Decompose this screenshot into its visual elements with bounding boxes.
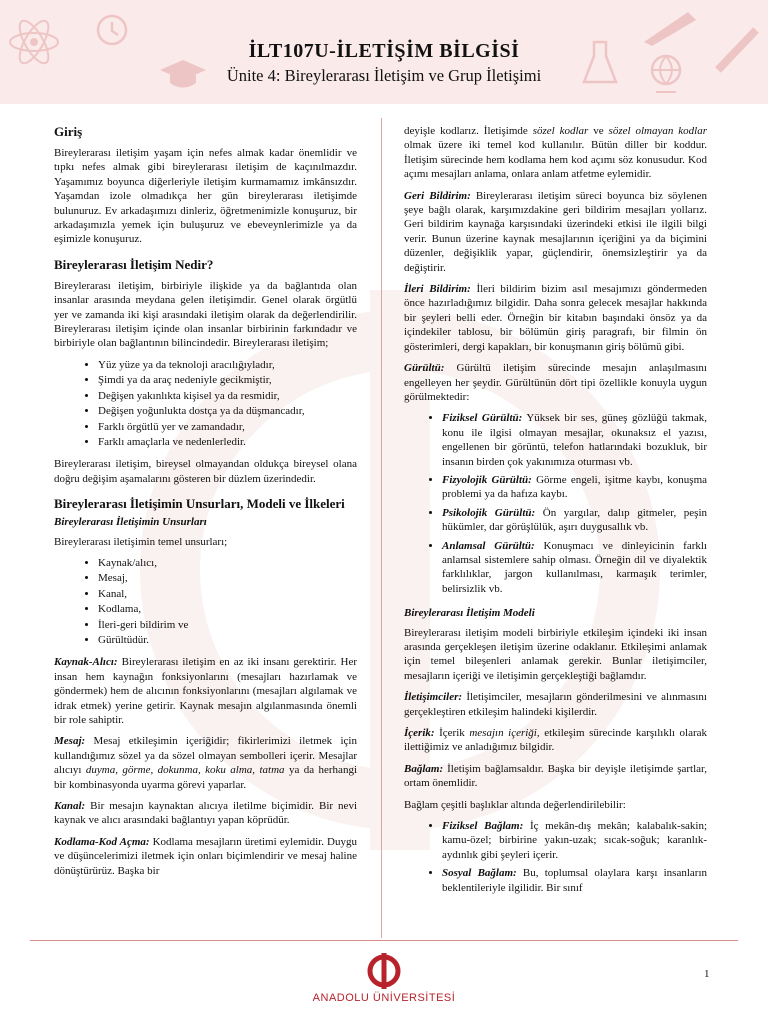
term: Geri Bildirim: [404, 189, 471, 202]
paragraph: Geri Bildirim: Bireylerarası iletişim süreci boyunca biz söylenen şeye bağlı olarak, karşımızdakine geri bildirim mesajları yollarız. Geri bildirim kaynağa karşısındaki üzerindeki etkisi ile ilgili bilgi verir. Bunun üzerine kaynak mesajlarının içeriğini ya da biçimini düzenler, değişiklik yapar, güçlendirir, önemsizleştirir ya da değiştirir. [404, 189, 707, 274]
bullet-list [404, 819, 707, 895]
list-item: • Şimdi ya da araç nedeniyle gecikmiştir, [98, 373, 357, 387]
paragraph: Bağlam çeşitli başlıklar altında değerlendirilebilir: [404, 798, 626, 811]
term: İleri Bildirim: [404, 283, 471, 296]
paragraph: Bireylerarası iletişim, birbiriyle ilişkide ya da bağlantıda olan insanlar arasında meydana gelen iletişimdir. Genel olarak örgütlü yer ve zamanda iki kişi arasındaki iletişim olarak da değerlendirilir. Bireylerarası iletişim içinde olan insanlar birbirinin farkındadır ve birbiriyle olan bağlantının bilincindedir. Bireylerarası iletişim; [54, 279, 357, 350]
list-item: • Kaynak/alıcı, [98, 556, 357, 570]
university-logo [366, 953, 402, 989]
term: Kanal: [54, 800, 86, 813]
term: İletişimciler: [404, 691, 463, 704]
bullet-list [54, 556, 357, 647]
paragraph: Bireylerarası iletişim modeli birbiriyle etkileşim içindeki iki insan arasında gerçekleşen iletişim üzerine odaklanır. Etkileşimi anlamak için temel bileşenleri anlamak gerekir. Bunlar iletişimciler, mesajların içeriği ve iletişimin gerçekleştiği bağlamdır. [404, 626, 707, 682]
section-heading-nedir: Bireylerarası İletişim Nedir? [54, 256, 214, 272]
paragraph: Kanal: Bir mesajın kaynaktan alıcıya iletilme biçimidir. Bir nevi kaynak ve alıcı arasındaki bağlantıyı yapan köprüdür. [54, 800, 357, 827]
list-item: • Psikolojik Gürültü: Ön yargılar, dalıp gitmeler, peşin hükümler, dar görüşlülük, aşırı duygusallık vb. [442, 506, 707, 535]
list-item: • Sosyal Bağlam: Bu, toplumsal olaylara karşı insanların beklentileriyle ilgilidir. Bir sınıf [442, 866, 707, 895]
document-title: İLT107U-İLETİŞİM BİLGİSİ [248, 40, 520, 62]
list-item: • İleri-geri bildirim ve [98, 618, 357, 632]
paragraph: İleri Bildirim: İleri bildirim bizim asıl mesajımızı göndermeden önce hazırladığımız bilgidir. Daha sonra gelecek mesajlar hakkında bir şeyleri belli eder. Örneğin bir kitabın başındaki önsöz ya da içindekiler tablosu, bir bölümün giriş paragrafı, bir filmin ön gösterimleri, dergi kapakları, bir konuşmanın giriş bölümü gibi. [404, 283, 707, 353]
list-item: • Fiziksel Gürültü: Yüksek bir ses, güneş gözlüğü takmak, konu ile ilgisi olmayan mesajlar, okunaksız el yazısı, engellenen bir görüntü, telefon hatlarındaki bozukluk, bir insanın birden çok yakınımıza oturması vb. [442, 411, 707, 469]
list-item: • Değişen yoğunlukta dostça ya da düşmancadır, [98, 404, 357, 418]
term: Kodlama-Kod Açma: [54, 835, 150, 848]
page-number: 1 [704, 968, 710, 980]
left-column [54, 124, 357, 885]
page-header [0, 0, 768, 104]
footer-rule [30, 940, 738, 941]
paragraph: Gürültü: Gürültü iletişim sürecinde mesajın anlaşılmasını engelleyen her şeydir. Gürültünün dört tipi özellikle konuyla uygun görülmektedir: [404, 362, 707, 403]
term: Kaynak-Alıcı: [54, 656, 118, 669]
list-item: • Farklı amaçlarla ve nedenlerledir. [98, 435, 357, 449]
list-item: • Farklı örgütlü yer ve zamandadır, [98, 420, 357, 434]
section-heading-giris: Giriş [54, 124, 83, 139]
bullet-list [404, 411, 707, 596]
list-item: • Kodlama, [98, 602, 357, 616]
paragraph: Mesaj: Mesaj etkileşimin içeriğidir; fikirlerimizi iletmek için kullandığımız sözel ya da sözel olmayan sembolleri içerir. Mesajlar alıcıyı duyma, görme, dokunma, koku alma, tatma ya da herhangi bir kombinasyonda uyarma görevi yaparlar. [54, 735, 357, 791]
bullet-list [54, 358, 357, 449]
list-item: • Fiziksel Bağlam: İç mekân-dış mekân; kalabalık-sakin; kamu-özel; birbirine yakın-uzak; sıcak-soğuk; karanlık-aydınlık gibi şeyleri içerir. [442, 819, 707, 862]
paragraph: Kodlama-Kod Açma: Kodlama mesajların üretimi eylemidir. Duygu ve düşüncelerimizi iletmek için onları biçimlendirir ve mesaj haline dönüştürürüz. Başka bir [54, 835, 357, 877]
list-item: • Mesaj, [98, 571, 357, 585]
term: Mesaj: [54, 735, 86, 748]
section-heading-unsurlar: Bireylerarası İletişimin Unsurları, Modeli ve İlkeleri [54, 496, 345, 512]
paragraph: İletişimciler: İletişimciler, mesajların gönderilmesini ve alınmasını gerçekleştiren etkileşim halindeki kişilerdir. [404, 691, 707, 718]
right-column [404, 124, 707, 903]
list-item: • Kanal, [98, 587, 357, 601]
university-name: ANADOLU ÜNİVERSİTESİ [312, 992, 456, 1004]
list-item: • Anlamsal Gürültü: Konuşmacı ve dinleyicinin farklı anlamsal sistemlere sahip olması. Örneğin dil ve diyalektik farklılıklar, jargon kullanılması, karmaşık terimler, belirsizlik vb. [442, 539, 707, 597]
list-item: • Gürültüdür. [98, 633, 357, 647]
list-item: • Fizyolojik Gürültü: Görme engeli, işitme kaybı, konuşma problemi ya da hafıza kaybı. [442, 473, 707, 502]
document-subtitle: Ünite 4: Bireylerarası İletişim ve Grup İletişimi [226, 66, 542, 85]
paragraph: Bireylerarası iletişim yaşam için nefes almak kadar önemlidir ve tıpkı nefes almak gibi bireylerarası iletişim de kaçınılmazdır. Yaşamımız boyunca diğerleriyle iletişim kurmamamız imkânsızdır. Yaşamdan izole olmadıkça her gün bireylerarası iletişimde bulunuruz. Ev arkadaşımızı dinleriz, öğretmenimizle konuşuruz, bir arkadaşımızla yemek için buluşuruz ve ebeveynlerimizle ya da eşimizle konuşuruz. [54, 147, 357, 246]
list-item: • Değişen yakınlıkta kişisel ya da resmidir, [98, 389, 357, 403]
paragraph: Kaynak-Alıcı: Bireylerarası iletişim en az iki insanı gerektirir. Her insan hem kaynağın fonksiyonlarını (mesajları hazırlamak ve göndermek) hem de alıcının fonksiyonlarını (mesajları algılamak ve idrak etmek) yerine getirir. Kaynak mesajın algılanmasında önemli bir role sahiptir. [54, 656, 357, 726]
subsection-heading: Bireylerarası İletişimin Unsurları [54, 516, 207, 529]
term: Gürültü: [404, 362, 445, 375]
subsection-heading: Bireylerarası İletişim Modeli [404, 607, 535, 620]
list-item: • Yüz yüze ya da teknoloji aracılığıyladır, [98, 358, 357, 372]
paragraph: Bireylerarası iletişimin temel unsurları; [54, 535, 228, 548]
column-divider [381, 118, 382, 938]
term: Bağlam: [404, 762, 444, 775]
paragraph: Bireylerarası iletişim, bireysel olmayandan oldukça bireysel olana doğru değişim aşamalarını gösteren bir düzlem üzerindedir. [54, 458, 357, 485]
paragraph: deyişle kodlarız. İletişimde sözel kodlar ve sözel olmayan kodlar olmak üzere iki temel kod kullanılır. Bütün diller bir koddur. İletişim sürecinde hem kodlama hem kod açımı söz konusudur. Kod açımı mesajları anlama, onlara anlam atfetme eylemidir. [404, 125, 707, 181]
paragraph: Bağlam: İletişim bağlamsaldır. Başka bir deyişle iletişimde şartlar, ortam önemlidir. [404, 762, 707, 790]
term: İçerik: [404, 727, 435, 740]
paragraph: İçerik: İçerik mesajın içeriği, etkileşim sürecinde karşılıklı olarak ilettiğimiz ve anladığımız bilgidir. [404, 727, 707, 754]
